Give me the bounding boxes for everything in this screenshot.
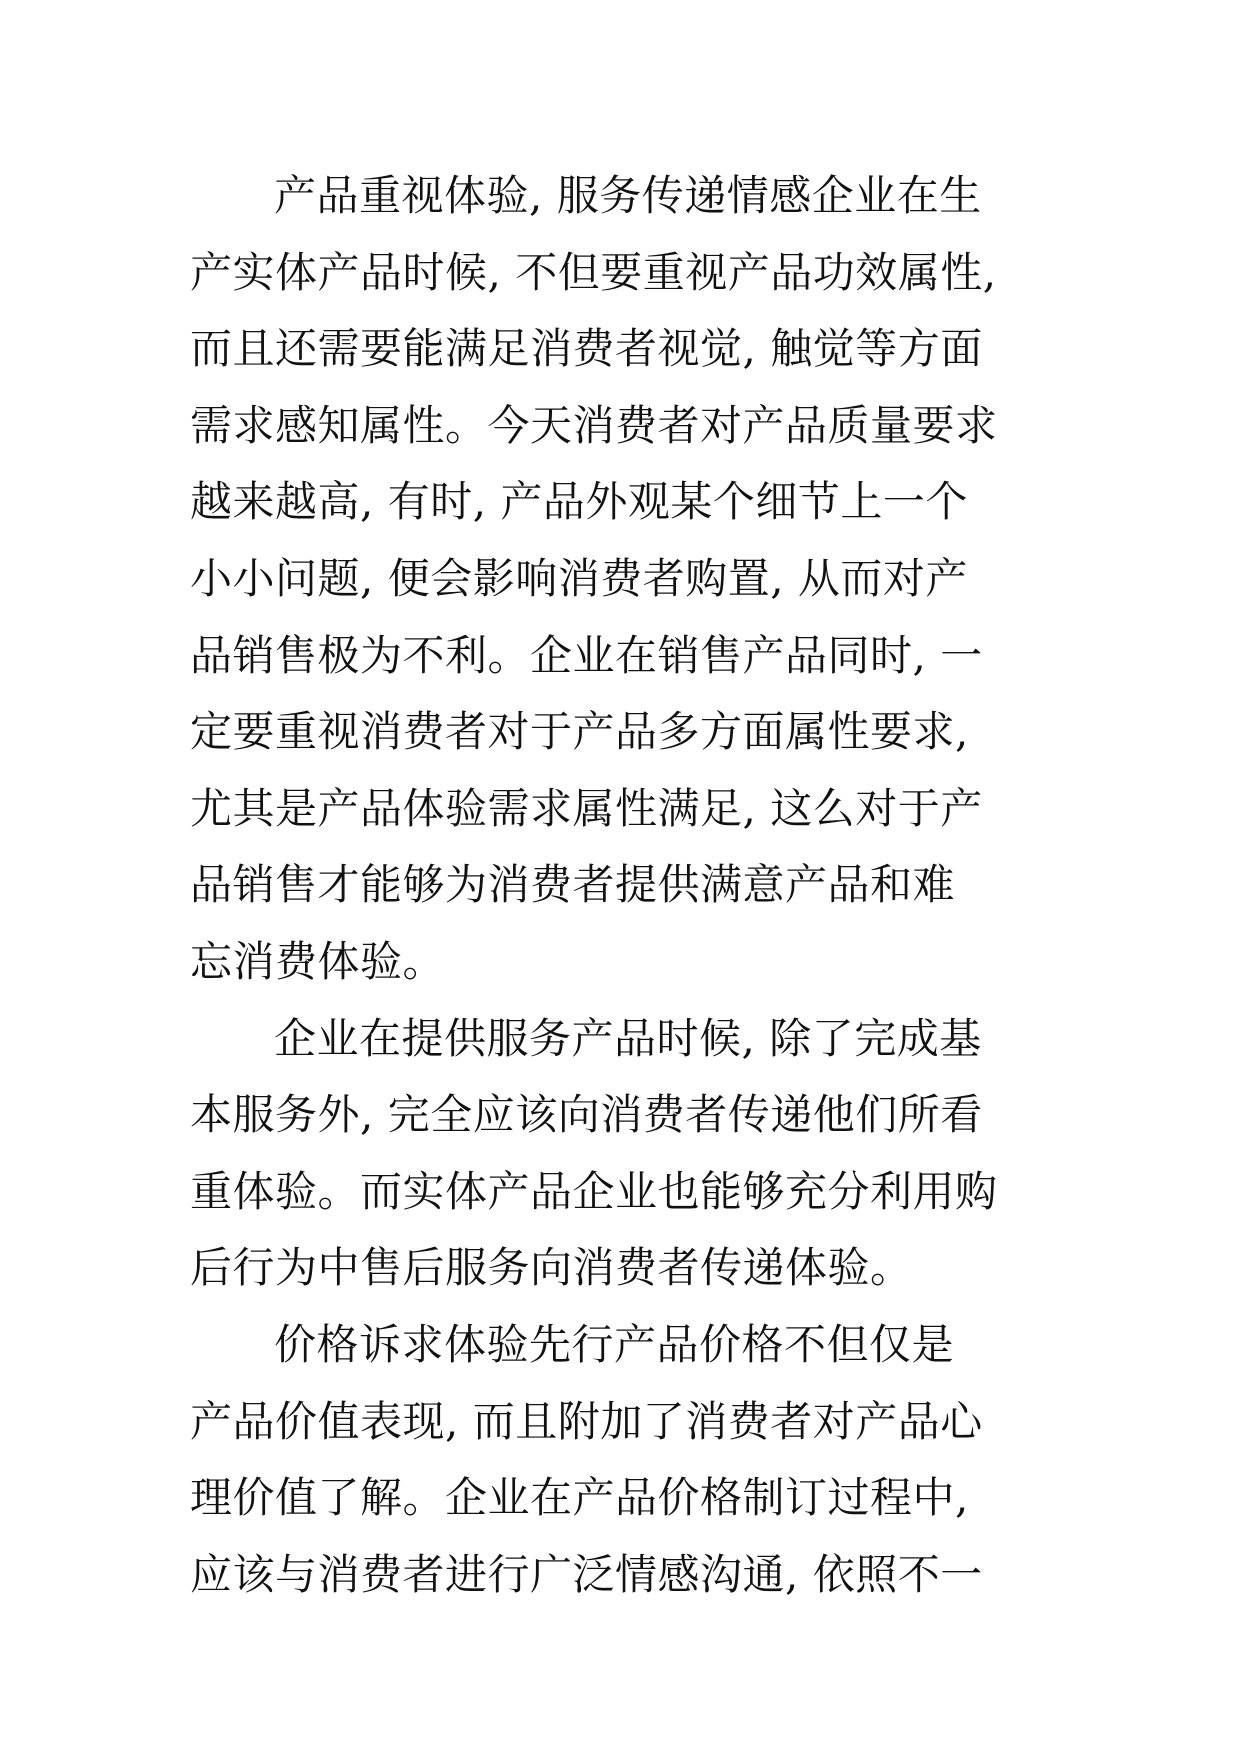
paragraph-1-line-11: 忘消费体验。 xyxy=(190,936,446,986)
paragraph-2-line-1: 企业在提供服务产品时候, 除了完成基 xyxy=(274,1013,982,1063)
paragraph-1-line-8: 定要重视消费者对于产品多方面属性要求, xyxy=(190,707,969,757)
paragraph-1-line-7: 品销售极为不利。企业在销售产品同时, 一 xyxy=(190,630,983,680)
paragraph-1-line-9: 尤其是产品体验需求属性满足, 这么对于产 xyxy=(190,783,983,833)
paragraph-3-line-1: 价格诉求体验先行产品价格不但仅是 xyxy=(274,1319,955,1369)
paragraph-1-line-4: 需求感知属性。今天消费者对产品质量要求 xyxy=(190,400,998,450)
paragraph-1-line-6: 小小问题, 便会影响消费者购置, 从而对产 xyxy=(190,553,968,603)
paragraph-3-line-3: 理价值了解。企业在产品价格制订过程中, xyxy=(190,1473,969,1523)
paragraph-1-line-1: 产品重视体验, 服务传递情感企业在生 xyxy=(274,171,982,220)
paragraph-2-line-3: 重体验。而实体产品企业也能够充分利用购 xyxy=(190,1166,998,1216)
paragraph-2-line-4: 后行为中售后服务向消费者传递体验。 xyxy=(190,1243,913,1293)
paragraph-3-line-2: 产品价值表现, 而且附加了消费者对产品心 xyxy=(190,1396,983,1446)
paragraph-1-line-3: 而且还需要能满足消费者视觉, 触觉等方面 xyxy=(190,324,983,374)
body-text xyxy=(190,158,1090,1613)
paragraph-3-line-4: 应该与消费者进行广泛情感沟通, 依照不一 xyxy=(190,1549,983,1599)
paragraph-1-line-2: 产实体产品时候, 不但要重视产品功效属性, xyxy=(190,247,997,297)
paragraph-1-line-10: 品销售才能够为消费者提供满意产品和难 xyxy=(190,860,956,910)
paragraph-2-line-2: 本服务外, 完全应该向消费者传递他们所看 xyxy=(190,1090,983,1140)
paragraph-1-line-5: 越来越高, 有时, 产品外观某个细节上一个 xyxy=(190,477,968,527)
